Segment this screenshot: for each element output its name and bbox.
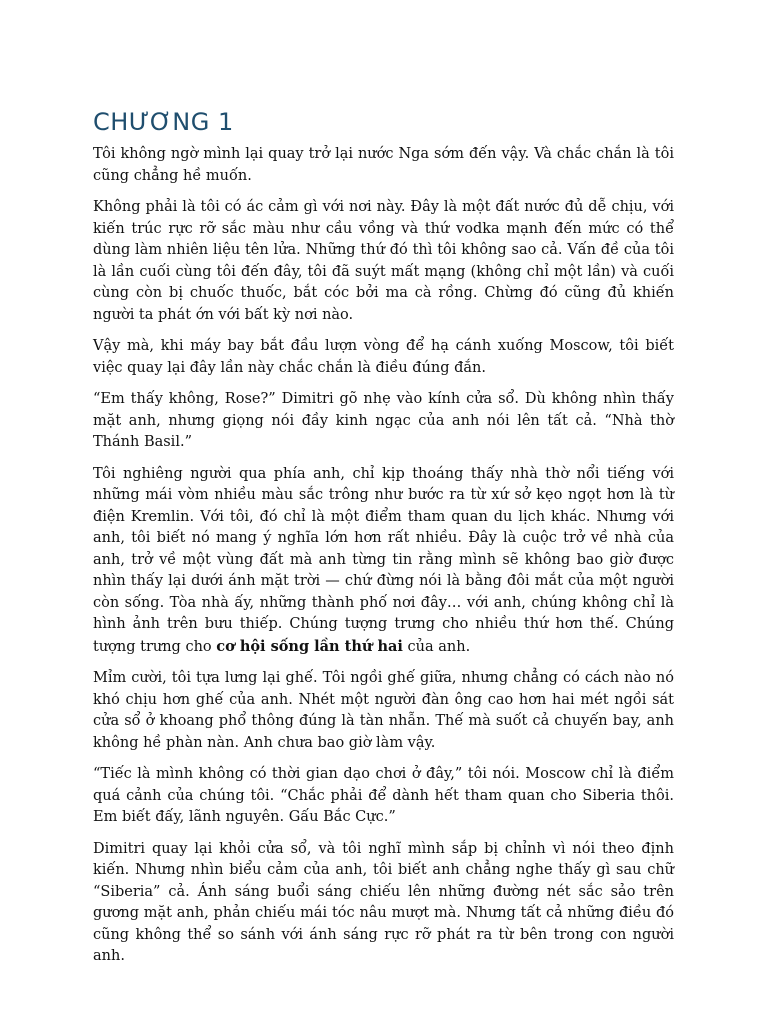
paragraph-8: Dimitri quay lại khỏi cửa sổ, và tôi nghĩ mình sắp bị chỉnh vì nói theo định kiến. Nhưng nhìn biểu cảm của anh, tôi biết anh chẳng nghe thấy gì sau chữ “Siberia” cả. Ánh sáng buổi sáng chiếu lên những đường nét sắc sảo trên gương mặt anh, phản chiếu mái tóc nâu mượt mà. Nhưng tất cả những điều đó cũng không thể so sánh với ánh sáng rực rỡ phát ra từ bên trong con người anh. xyxy=(93,840,674,964)
paragraph-7: “Tiếc là mình không có thời gian dạo chơi ở đây,” tôi nói. Moscow chỉ là điểm quá cảnh của chúng tôi. “Chắc phải để dành hết tham quan cho Siberia thôi. Em biết đấy, lãnh nguyên. Gấu Bắc Cực.” xyxy=(93,766,674,825)
paragraph-6: Mỉm cười, tôi tựa lưng lại ghế. Tôi ngồi ghế giữa, nhưng chẳng có cách nào nó khó chịu hơn ghế của anh. Nhét một người đàn ông cao hơn hai mét ngồi sát cửa sổ ở khoang phổ thông đúng là tàn nhẫn. Thế mà suốt cả chuyến bay, anh không hề phàn nàn. Anh chưa bao giờ làm vậy. xyxy=(93,670,674,751)
paragraph-1: Tôi không ngờ mình lại quay trở lại nước Nga sớm đến vậy. Và chắc chắn là tôi cũng chẳng hề muốn. xyxy=(93,146,674,184)
paragraph-5 xyxy=(93,464,674,659)
paragraph-5-bold-phrase: cơ hội sống lần thứ hai xyxy=(216,637,403,655)
paragraph-5-text: Tôi nghiêng người qua phía anh, chỉ kịp thoáng thấy nhà thờ nổi tiếng với những mái vòm nhiều màu sắc trông như bước ra từ xứ sở kẹo ngọt hơn là từ điện Kremlin. Với tôi, đó chỉ là một điểm tham quan du lịch khác. Nhưng với anh, tôi biết nó mang ý nghĩa lớn hơn rất nhiều. Đây là cuộc trở về nhà của anh, trở về một vùng đất mà anh từng tin rằng mình sẽ không bao giờ được nhìn thấy lại dưới ánh mặt trời — chứ đừng nói là bằng đôi mắt của một người còn sống. Tòa nhà ấy, những thành phố nơi đây… với anh, chúng không chỉ là hình ảnh trên bưu thiếp. Chúng tượng trưng cho nhiều thứ hơn thế. Chúng tượng trưng cho xyxy=(93,465,674,655)
document-page xyxy=(93,106,674,978)
paragraph-3: Vậy mà, khi máy bay bắt đầu lượn vòng để hạ cánh xuống Moscow, tôi biết việc quay lại đây lần này chắc chắn là điều đúng đắn. xyxy=(93,338,674,376)
paragraph-5-tail: của anh. xyxy=(407,638,471,655)
chapter-title: CHƯƠNG 1 xyxy=(93,108,234,136)
paragraph-2: Không phải là tôi có ác cảm gì với nơi này. Đây là một đất nước đủ dễ chịu, với kiến trúc rực rỡ sắc màu như cầu vồng và thứ vodka mạnh đến mức có thể dùng làm nhiên liệu tên lửa. Những thứ đó thì tôi không sao cả. Vấn đề của tôi là lần cuối cùng tôi đến đây, tôi đã suýt mất mạng (không chỉ một lần) và cuối cùng còn bị chuốc thuốc, bắt cóc bởi ma cà rồng. Chừng đó cũng đủ khiến người ta phát ớn với bất kỳ nơi nào. xyxy=(93,199,674,323)
paragraph-4: “Em thấy không, Rose?” Dimitri gõ nhẹ vào kính cửa sổ. Dù không nhìn thấy mặt anh, nhưng giọng nói đầy kinh ngạc của anh nói lên tất cả. “Nhà thờ Thánh Basil.” xyxy=(93,391,674,450)
